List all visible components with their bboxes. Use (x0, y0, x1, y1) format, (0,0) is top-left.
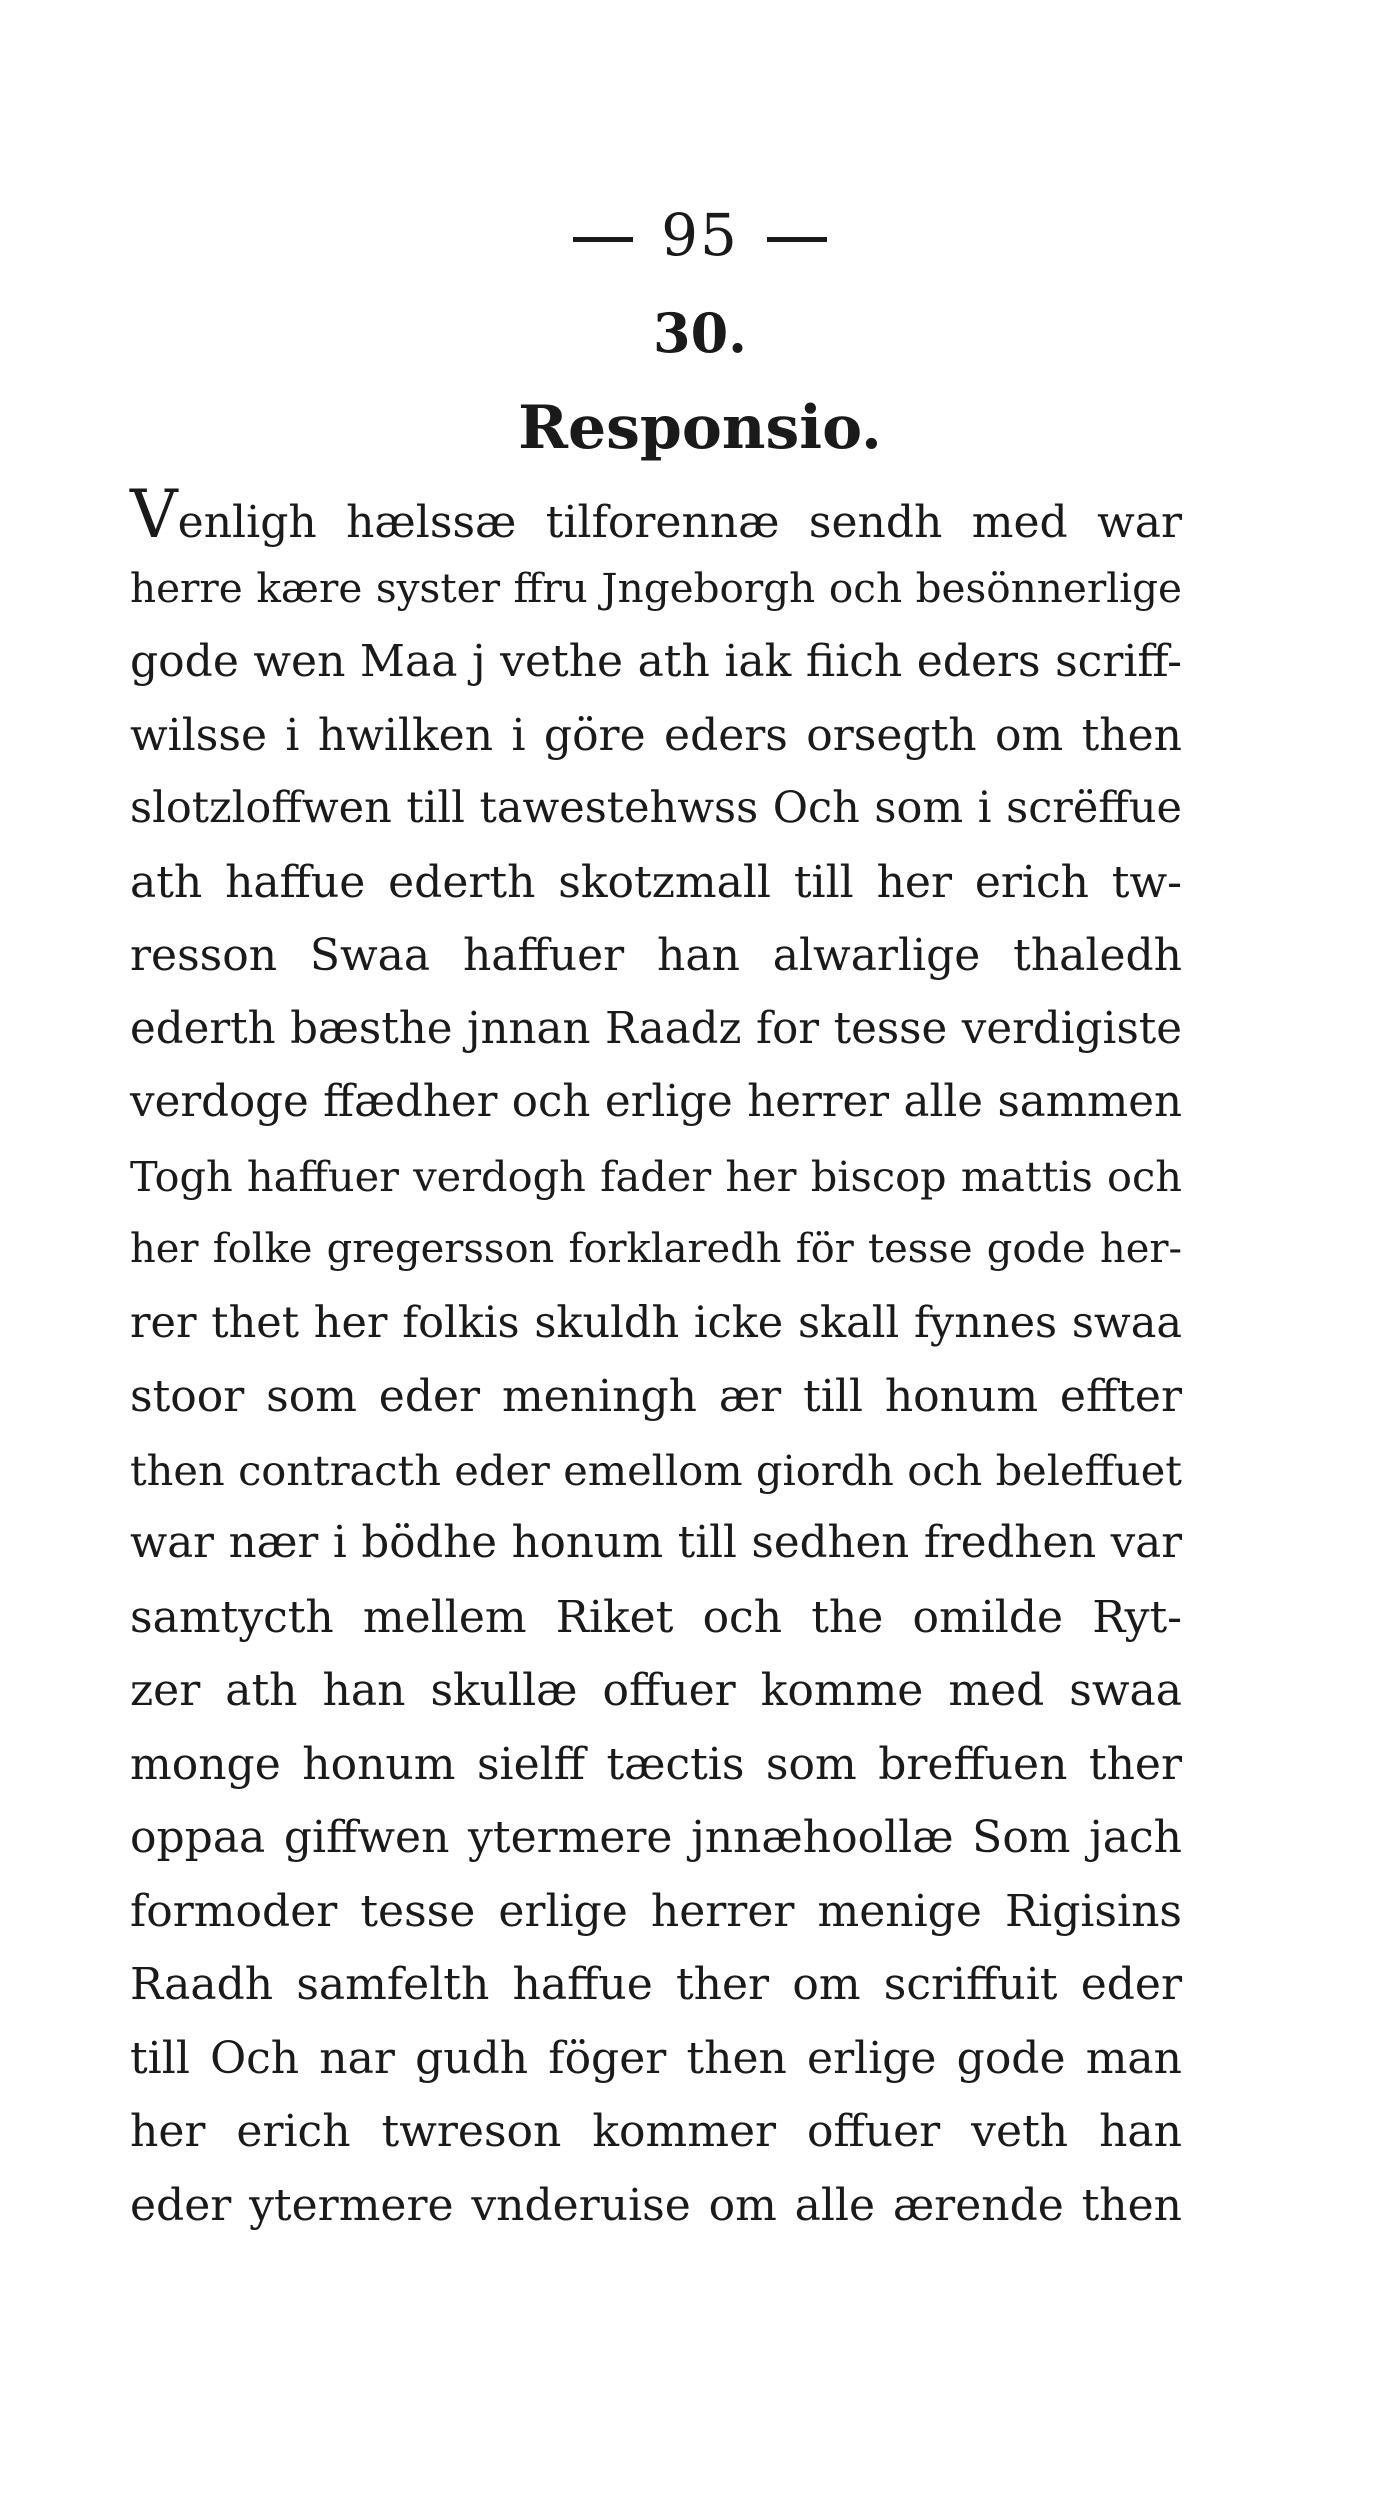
text-line: oppaa giffwen ytermere jnnæhoollæ Som jach (130, 1812, 1182, 1863)
text-line: formoder tesse erlige herrer menige Rigisins (130, 1885, 1182, 1937)
text-line: ederth bæsthe jnnan Raadz for tesse verdigiste (130, 1003, 1182, 1054)
letter-number: 30. (653, 301, 747, 365)
text-line: wilsse i hwilken i göre eders orsegth om then (130, 709, 1182, 761)
text-line: then contracth eder emellom giordh och beleffuet (130, 1445, 1182, 1495)
text-line: ath haffue ederth skotzmall till her erich tw- (130, 856, 1182, 908)
text-line: her erich twreson kommer offuer veth han (130, 2106, 1182, 2157)
text-line: till Och nar gudh föger then erlige gode man (130, 2032, 1182, 2084)
text-line: Raadh samfelth haffue ther om scriffuit eder (130, 1959, 1182, 2010)
text-line: eder ytermere vnderuise om alle ærende then (130, 2179, 1182, 2231)
text-line: Venligh hælssæ tilforennæ sendh med war (130, 476, 1182, 553)
text-line: gode wen Maa j vethe ath iak fiich eders scriff- (130, 636, 1182, 687)
text-line: Togh haffuer verdogh fader her biscop mattis och (130, 1151, 1182, 1201)
text-line: verdoge ffædher och erlige herrer alle sammen (130, 1077, 1182, 1127)
text-line: monge honum sielff tæctis som breffuen ther (130, 1738, 1182, 1790)
header-dash-right (767, 237, 827, 242)
text-line: rer thet her folkis skuldh icke skall fynnes swaa (130, 1297, 1182, 1348)
text-line: slotzloffwen till tawestehwss Och som i scrëffue (130, 783, 1182, 833)
text-line: samtycth mellem Riket och the omilde Ryt- (130, 1591, 1182, 1643)
text-line: zer ath han skullæ offuer komme med swaa (130, 1665, 1182, 1716)
drop-cap: V (130, 476, 178, 553)
page-header (0, 200, 1400, 270)
text-line: stoor som eder meningh ær till honum effter (130, 1371, 1182, 1422)
text-line: resson Swaa haffuer han alwarlige thaledh (130, 930, 1182, 981)
text-line: war nær i bödhe honum till sedhen fredhen var (130, 1518, 1182, 1568)
text-line: herre kære syster ffru Jngeborgh och besönnerlige (130, 563, 1182, 612)
text-line: her folke gregersson forklaredh för tesse gode her- (130, 1226, 1182, 1272)
header-dash-left (573, 237, 633, 242)
letter-body (130, 478, 1182, 2242)
letter-title: Responsio. (518, 393, 882, 463)
page-number: 95 (661, 201, 739, 269)
